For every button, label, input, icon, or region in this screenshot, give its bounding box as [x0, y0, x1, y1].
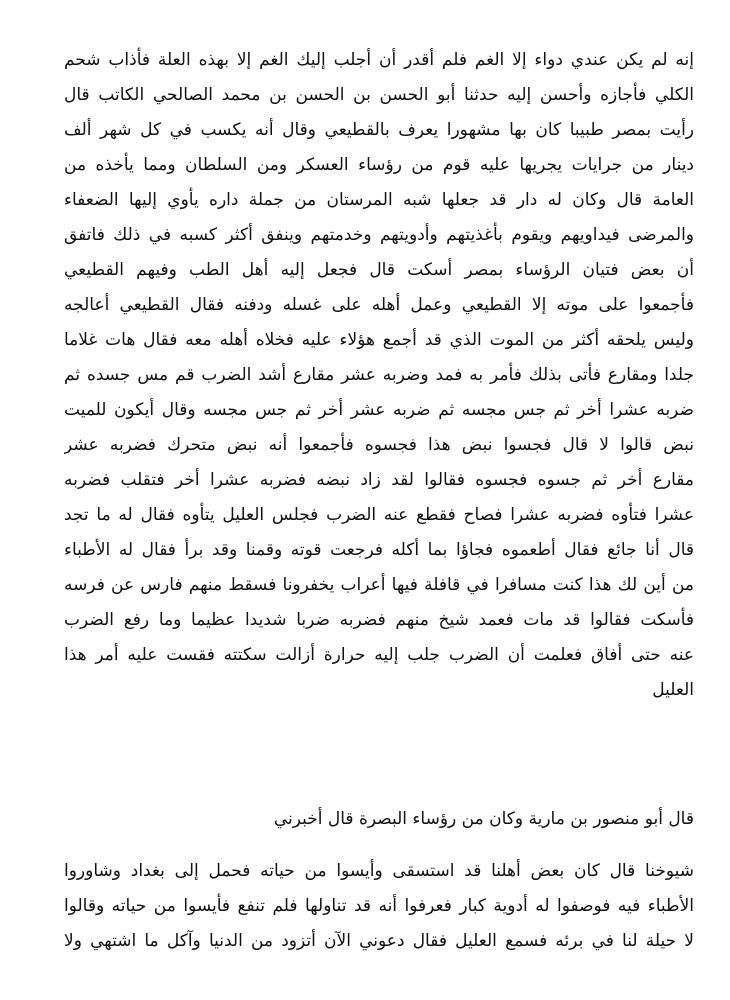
text-line: العليل [652, 680, 694, 700]
text-line: قال أنا جائع فقال أطعموه فجاؤا بما أكله فرجعت قوته وقمنا وقد برأ فقال له الأطباء [64, 540, 694, 560]
text-line: وليس يلحقه أكثر من الموت الذي قد أجمع هؤلاء عليه فخلاه أهله معه فقال هات غلاما [64, 330, 694, 350]
text-line: من أين لك هذا كنت مسافرا في قافلة فيها أعراب يخفرونا فسقط منهم فارس عن فرسه [64, 575, 694, 595]
text-line: عشرا فتأوه فضربه عشرا فصاح فقطع عنه الضرب فجلس العليل يتأوه فقال له ما تجد [64, 505, 694, 525]
paragraph [64, 802, 694, 837]
paragraph [64, 43, 694, 708]
text-line: دينار من جرايات يجريها عليه قوم من رؤساء العسكر ومن السلطان ومما يأخذه من [64, 155, 694, 175]
text-line: شيوخنا قال كان بعض أهلنا قد استسقى وأيسوا من حياته فحمل إلى بغداد وشاوروا [64, 861, 694, 881]
text-line: الأطباء فيه فوصفوا له أدوية كبار فعرفوا أنه قد تناولها فلم تنفع فأيسوا من حياته وقالوا [64, 896, 694, 916]
text-line: جلدا ومقارع فأتى بذلك فأمر به فمد وضربه عشر مقارع أشد الضرب قم مس جسده ثم [64, 365, 694, 385]
text-line: قال أبو منصور بن مارية وكان من رؤساء البصرة قال أخبرني [273, 809, 694, 829]
text-line: أن بعض فتيان الرؤساء بمصر أسكت قال فجعل إليه أهل الطب وفيهم القطيعي [64, 260, 694, 280]
text-line: ضربه عشرا أخر ثم جس مجسه ثم ضربه عشر أخر ثم جس مجسه وقال أيكون للميت [64, 400, 694, 420]
text-line: فأسكت فقالوا قد مات فعمد شيخ منهم فضربه ضربا شديدا عظيما وما رفع الضرب [64, 610, 694, 630]
text-line: الكلي فأجازه وأحسن إليه حدثنا أبو الحسن بن الحسن بن محمد الصالحي الكاتب قال [64, 85, 694, 105]
text-line: نبض قالوا لا قال فجسوا نبض هذا فجسوه فأجمعوا أنه نبض متحرك فضربه عشر [64, 435, 694, 455]
text-line: مقارع أخر ثم جسوه فجسوه فقالوا لقد زاد نبضه فضربه عشرا أخر فتقلب فضربه [64, 470, 694, 490]
text-line: إنه لم يكن عندي دواء إلا الغم فلم أقدر أن أجلب إليك الغم إلا بهذه العلة فأذاب شحم [64, 50, 694, 70]
paragraph [64, 854, 694, 959]
text-line: رأيت بمصر طبيبا كان بها مشهورا يعرف بالقطيعي وقال أنه يكسب في كل شهر ألف [64, 120, 694, 140]
text-line: لا حيلة لنا في برئه فسمع العليل فقال دعوني الآن أتزود من الدنيا وآكل ما اشتهي ولا [64, 931, 694, 951]
text-line: العامة قال وكان له دار قد جعلها شبه المرستان من جملة داره يأوي إليها الضعفاء [64, 190, 694, 210]
text-line: فأجمعوا على موته إلا القطيعي وعمل أهله على غسله ودفنه فقال القطيعي أعالجه [64, 295, 694, 315]
text-line: عنه حتى أفاق فعلمت أن الضرب جلب إليه حرارة أزالت سكتته فقست عليه أمر هذا [64, 645, 694, 665]
text-line: والمرضى فيداويهم ويقوم بأغذيتهم وأدويتهم وخدمتهم وينفق أكثر كسبه في ذلك فاتفق [64, 225, 694, 245]
